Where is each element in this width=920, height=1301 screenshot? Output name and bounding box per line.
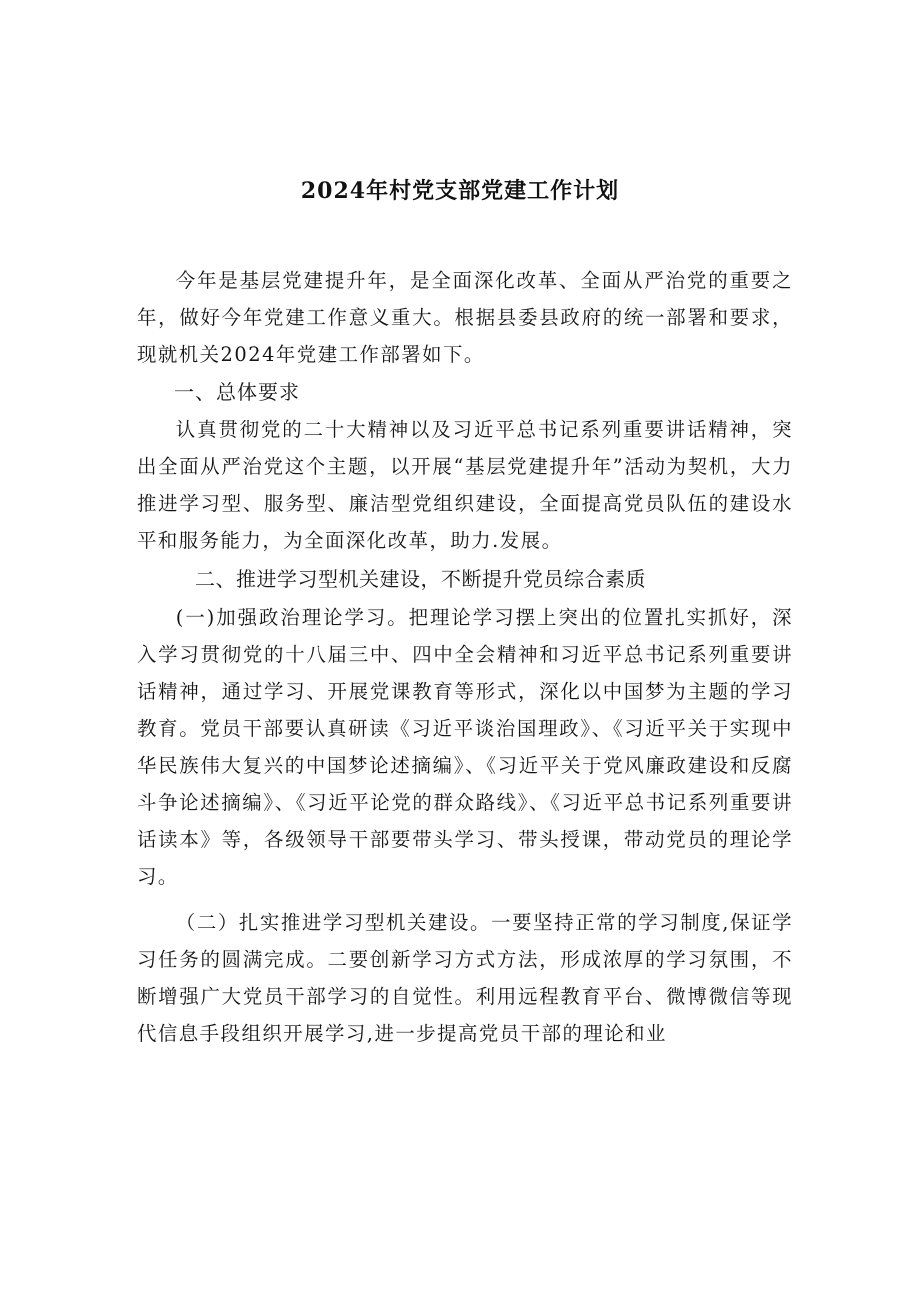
section-heading-learning-organization: 二、推进学习型机关建设，不断提升党员综合素质 [195,567,646,591]
document-body [137,262,793,1052]
section-heading-general-requirements: 一、总体要求 [174,380,300,404]
intro-paragraph: 今年是基层党建提升年，是全面深化改革、全面从严治党的重要之年，做好今年党建工作意义重大。根据县委县政府的统一部署和要求，现就机关2024年党建工作部署如下。 [137,269,793,366]
learning-organization-paragraph: （二）扎实推进学习型机关建设。一要坚持正常的学习制度,保证学习任务的圆满完成。二要创新学习方式方法，形成浓厚的学习氛围，不断增强广大党员干部学习的自觉性。利用远程教育平台、微博微信等现代信息手段组织开展学习,进一步提高党员干部的理论和业 [137,911,793,1045]
general-requirements-paragraph: 认真贯彻党的二十大精神以及习近平总书记系列重要讲话精神，突出全面从严治党这个主题，以开展“基层党建提升年”活动为契机，大力推进学习型、服务型、廉洁型党组织建设，全面提高党员队伍的建设水平和服务能力，为全面深化改革，助力.发展。 [137,418,793,552]
document-title: 2024年村党支部党建工作计划 [300,178,620,204]
paragraph-spacer [137,895,793,904]
theory-study-paragraph: (一)加强政治理论学习。把理论学习摆上突出的位置扎实抓好，深入学习贯彻党的十八届三中、四中全会精神和习近平总书记系列重要讲话精神，通过学习、开展党课教育等形式，深化以中国梦为主题的学习教育。党员干部要认真研读《习近平谈治国理政》、《习近平关于实现中华民族伟大复兴的中国梦论述摘编》、《习近平关于党风廉政建设和反腐斗争论述摘编》、《习近平论党的群众路线》、《习近平总书记系列重要讲话读本》等，各级领导干部要带头学习、带头授课，带动党员的理论学习。 [137,606,793,888]
